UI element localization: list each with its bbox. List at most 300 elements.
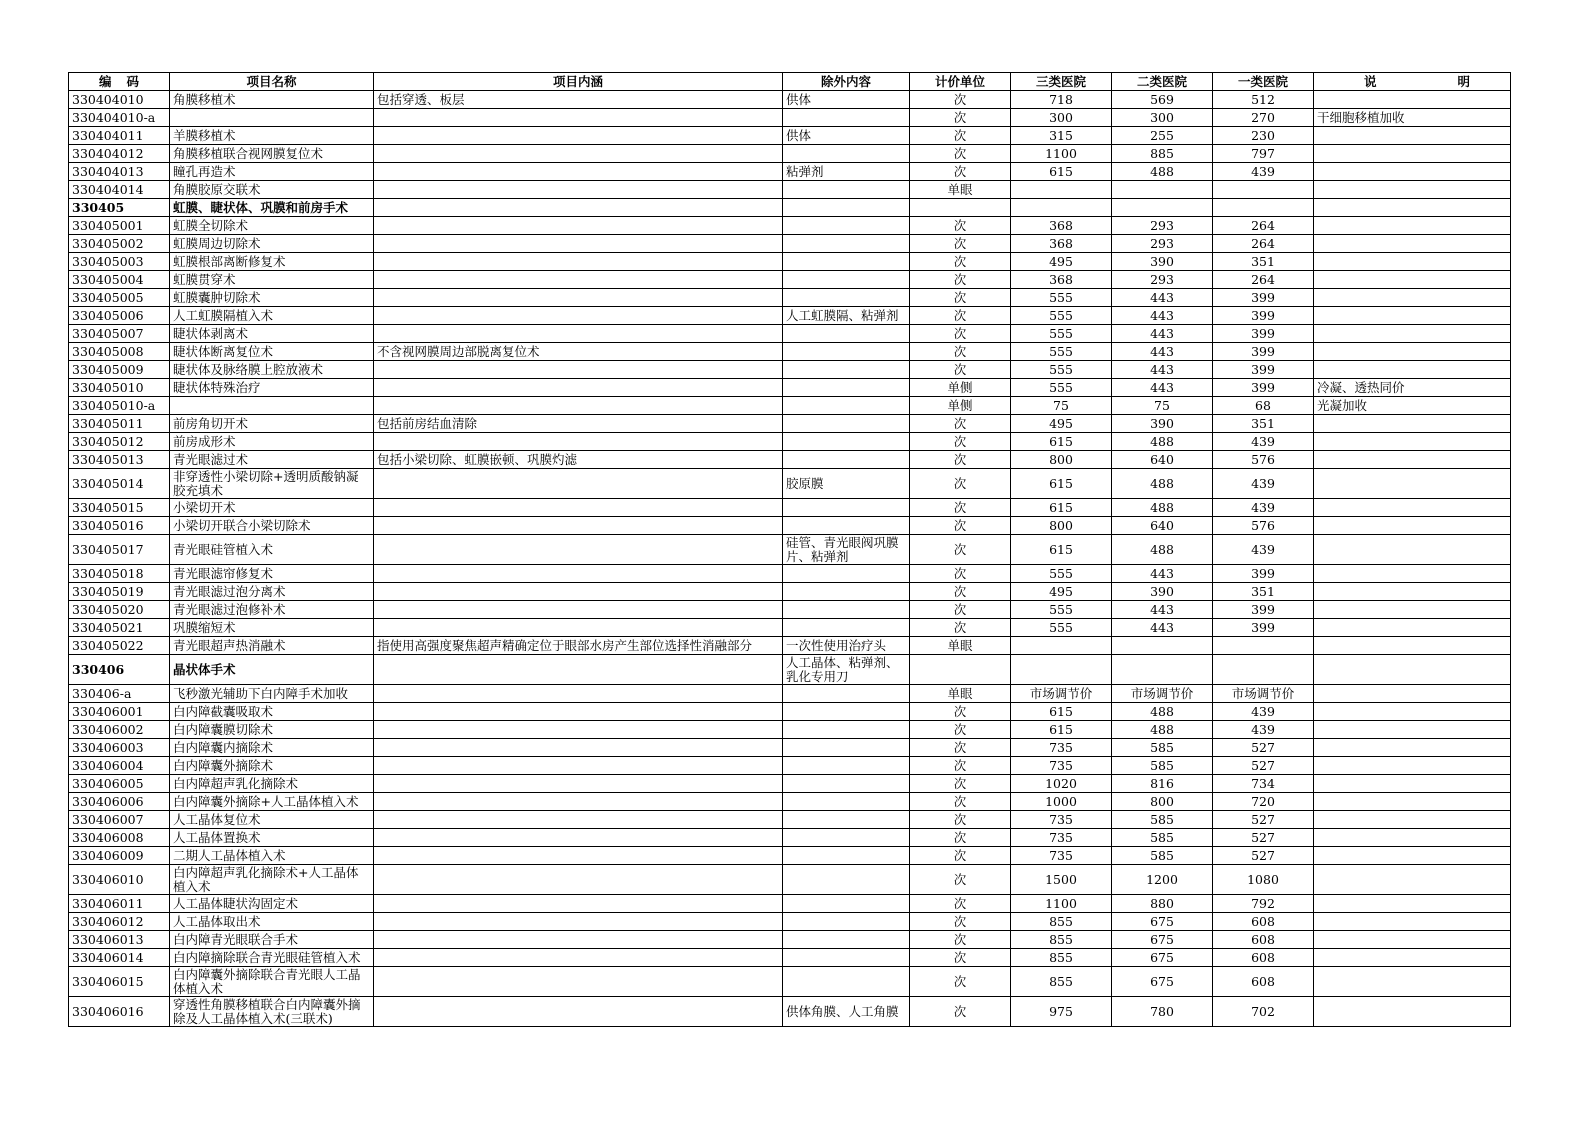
- cell-name: 小梁切开联合小梁切除术: [170, 517, 374, 535]
- cell-excluded: [783, 865, 910, 895]
- cell-code: 330406016: [69, 997, 170, 1027]
- cell-unit: 次: [910, 619, 1011, 637]
- cell-price-class3: 855: [1011, 913, 1112, 931]
- table-row: [69, 217, 1511, 235]
- cell-price-class1: 399: [1213, 601, 1314, 619]
- header-excluded: 除外内容: [783, 73, 910, 91]
- cell-unit: 次: [910, 601, 1011, 619]
- cell-note: [1314, 949, 1511, 967]
- cell-content: [374, 109, 783, 127]
- cell-price-class2: 293: [1112, 217, 1213, 235]
- cell-price-class3: 368: [1011, 271, 1112, 289]
- cell-price-class3: 1100: [1011, 145, 1112, 163]
- cell-unit: 次: [910, 949, 1011, 967]
- cell-note: [1314, 739, 1511, 757]
- table-row: [69, 637, 1511, 655]
- cell-excluded: [783, 289, 910, 307]
- cell-price-class1: 68: [1213, 397, 1314, 415]
- table-row: [69, 703, 1511, 721]
- cell-content: [374, 235, 783, 253]
- cell-code: 330405013: [69, 451, 170, 469]
- cell-content: [374, 619, 783, 637]
- cell-excluded: [783, 583, 910, 601]
- cell-excluded: [783, 109, 910, 127]
- cell-note: [1314, 163, 1511, 181]
- cell-name: 青光眼滤过术: [170, 451, 374, 469]
- cell-price-class3: 555: [1011, 619, 1112, 637]
- table-row: [69, 739, 1511, 757]
- table-row: [69, 379, 1511, 397]
- cell-price-class1: 608: [1213, 967, 1314, 997]
- cell-unit: 次: [910, 433, 1011, 451]
- cell-excluded: [783, 847, 910, 865]
- cell-content: [374, 361, 783, 379]
- cell-content: [374, 757, 783, 775]
- cell-note: [1314, 619, 1511, 637]
- cell-price-class2: [1112, 181, 1213, 199]
- cell-code: 330405005: [69, 289, 170, 307]
- cell-name: 小梁切开术: [170, 499, 374, 517]
- cell-price-class2: 488: [1112, 163, 1213, 181]
- cell-name: 青光眼滤帘修复术: [170, 565, 374, 583]
- cell-code: 330405017: [69, 535, 170, 565]
- cell-price-class2: 390: [1112, 583, 1213, 601]
- cell-code: 330406012: [69, 913, 170, 931]
- cell-price-class1: 399: [1213, 619, 1314, 637]
- cell-content: [374, 847, 783, 865]
- cell-price-class2: 675: [1112, 913, 1213, 931]
- cell-price-class2: 816: [1112, 775, 1213, 793]
- cell-price-class3: 555: [1011, 379, 1112, 397]
- cell-code: 330405016: [69, 517, 170, 535]
- cell-note: [1314, 775, 1511, 793]
- cell-content: [374, 307, 783, 325]
- cell-content: [374, 397, 783, 415]
- cell-content: [374, 811, 783, 829]
- header-row: [69, 73, 1511, 91]
- table-row: [69, 913, 1511, 931]
- cell-price-class2: 675: [1112, 967, 1213, 997]
- header-code: 编 码: [69, 73, 170, 91]
- cell-content: [374, 127, 783, 145]
- cell-price-class1: 399: [1213, 565, 1314, 583]
- cell-excluded: [783, 775, 910, 793]
- cell-price-class2: 443: [1112, 325, 1213, 343]
- cell-name: 白内障囊外摘除+人工晶体植入术: [170, 793, 374, 811]
- cell-note: 冷凝、透热同价: [1314, 379, 1511, 397]
- cell-excluded: 人工晶体、粘弹剂、乳化专用刀: [783, 655, 910, 685]
- cell-price-class3: 735: [1011, 757, 1112, 775]
- cell-unit: 次: [910, 109, 1011, 127]
- cell-price-class1: 702: [1213, 997, 1314, 1027]
- cell-name: 角膜移植联合视网膜复位术: [170, 145, 374, 163]
- table-row: [69, 619, 1511, 637]
- cell-price-class1: [1213, 655, 1314, 685]
- cell-price-class3: [1011, 199, 1112, 217]
- cell-unit: 次: [910, 829, 1011, 847]
- cell-unit: 次: [910, 271, 1011, 289]
- cell-unit: 次: [910, 895, 1011, 913]
- cell-price-class2: 255: [1112, 127, 1213, 145]
- table-row: [69, 865, 1511, 895]
- cell-name: 虹膜根部离断修复术: [170, 253, 374, 271]
- cell-price-class1: 608: [1213, 913, 1314, 931]
- cell-excluded: [783, 619, 910, 637]
- cell-price-class2: 390: [1112, 253, 1213, 271]
- cell-note: [1314, 565, 1511, 583]
- cell-note: [1314, 721, 1511, 739]
- cell-name: 睫状体剥离术: [170, 325, 374, 343]
- cell-note: [1314, 583, 1511, 601]
- cell-content: [374, 601, 783, 619]
- cell-excluded: 硅管、青光眼阀巩膜片、粘弹剂: [783, 535, 910, 565]
- table-row: [69, 127, 1511, 145]
- cell-name: 青光眼滤过泡分离术: [170, 583, 374, 601]
- cell-unit: 次: [910, 343, 1011, 361]
- price-sheet: [68, 72, 1510, 1027]
- table-row: [69, 895, 1511, 913]
- cell-code: 330405003: [69, 253, 170, 271]
- cell-note: [1314, 517, 1511, 535]
- cell-price-class1: 1080: [1213, 865, 1314, 895]
- cell-price-class2: 443: [1112, 307, 1213, 325]
- cell-code: 330406: [69, 655, 170, 685]
- cell-price-class3: 855: [1011, 967, 1112, 997]
- cell-price-class2: [1112, 199, 1213, 217]
- cell-price-class1: 608: [1213, 949, 1314, 967]
- cell-price-class1: 439: [1213, 433, 1314, 451]
- cell-content: [374, 145, 783, 163]
- cell-code: 330405015: [69, 499, 170, 517]
- cell-price-class1: 734: [1213, 775, 1314, 793]
- cell-price-class1: 439: [1213, 535, 1314, 565]
- cell-price-class1: 527: [1213, 811, 1314, 829]
- cell-price-class3: 495: [1011, 583, 1112, 601]
- cell-price-class3: 495: [1011, 415, 1112, 433]
- cell-note: [1314, 967, 1511, 997]
- cell-name: 二期人工晶体植入术: [170, 847, 374, 865]
- header-name: 项目名称: [170, 73, 374, 91]
- cell-note: [1314, 913, 1511, 931]
- cell-price-class3: 368: [1011, 235, 1112, 253]
- cell-price-class1: 399: [1213, 307, 1314, 325]
- cell-name: [170, 109, 374, 127]
- cell-excluded: [783, 811, 910, 829]
- cell-code: 330405010-a: [69, 397, 170, 415]
- cell-price-class1: 797: [1213, 145, 1314, 163]
- table-row: [69, 499, 1511, 517]
- cell-price-class2: 885: [1112, 145, 1213, 163]
- cell-excluded: [783, 181, 910, 199]
- cell-note: [1314, 601, 1511, 619]
- cell-code: 330404014: [69, 181, 170, 199]
- cell-note: [1314, 235, 1511, 253]
- header-unit: 计价单位: [910, 73, 1011, 91]
- cell-excluded: 人工虹膜隔、粘弹剂: [783, 307, 910, 325]
- table-row: [69, 181, 1511, 199]
- table-row: [69, 721, 1511, 739]
- cell-content: [374, 721, 783, 739]
- cell-name: 白内障截囊吸取术: [170, 703, 374, 721]
- cell-note: 干细胞移植加收: [1314, 109, 1511, 127]
- cell-code: 330406011: [69, 895, 170, 913]
- cell-price-class2: 640: [1112, 451, 1213, 469]
- cell-code: 330405011: [69, 415, 170, 433]
- cell-name: 虹膜周边切除术: [170, 235, 374, 253]
- cell-unit: 次: [910, 217, 1011, 235]
- cell-price-class3: 855: [1011, 931, 1112, 949]
- table-row: [69, 949, 1511, 967]
- cell-note: [1314, 253, 1511, 271]
- cell-excluded: [783, 793, 910, 811]
- cell-unit: 次: [910, 307, 1011, 325]
- cell-code: 330404011: [69, 127, 170, 145]
- cell-price-class1: 608: [1213, 931, 1314, 949]
- cell-unit: 次: [910, 811, 1011, 829]
- cell-price-class1: 264: [1213, 235, 1314, 253]
- cell-content: [374, 433, 783, 451]
- cell-excluded: [783, 739, 910, 757]
- cell-price-class2: 585: [1112, 757, 1213, 775]
- cell-code: 330405020: [69, 601, 170, 619]
- cell-price-class3: 735: [1011, 847, 1112, 865]
- cell-unit: 次: [910, 913, 1011, 931]
- cell-content: [374, 565, 783, 583]
- cell-excluded: [783, 703, 910, 721]
- table-row: [69, 397, 1511, 415]
- cell-name: 虹膜贯穿术: [170, 271, 374, 289]
- table-row: [69, 415, 1511, 433]
- cell-code: 330406001: [69, 703, 170, 721]
- cell-excluded: [783, 379, 910, 397]
- cell-note: [1314, 181, 1511, 199]
- cell-note: [1314, 499, 1511, 517]
- cell-unit: 次: [910, 469, 1011, 499]
- cell-price-class2: 1200: [1112, 865, 1213, 895]
- cell-price-class3: 555: [1011, 307, 1112, 325]
- cell-unit: 次: [910, 127, 1011, 145]
- cell-name: 角膜胶原交联术: [170, 181, 374, 199]
- table-row: [69, 811, 1511, 829]
- cell-unit: 次: [910, 451, 1011, 469]
- cell-unit: 次: [910, 739, 1011, 757]
- cell-price-class1: 351: [1213, 583, 1314, 601]
- cell-content: 包括小梁切除、虹膜嵌顿、巩膜灼滤: [374, 451, 783, 469]
- cell-note: [1314, 655, 1511, 685]
- cell-name: [170, 397, 374, 415]
- cell-name: 白内障青光眼联合手术: [170, 931, 374, 949]
- cell-price-class2: 880: [1112, 895, 1213, 913]
- cell-unit: 次: [910, 865, 1011, 895]
- cell-price-class3: [1011, 637, 1112, 655]
- table-row: [69, 847, 1511, 865]
- cell-excluded: [783, 565, 910, 583]
- cell-price-class3: 615: [1011, 535, 1112, 565]
- cell-note: [1314, 703, 1511, 721]
- cell-code: 330406005: [69, 775, 170, 793]
- cell-excluded: [783, 931, 910, 949]
- cell-price-class2: 443: [1112, 361, 1213, 379]
- cell-content: [374, 685, 783, 703]
- cell-price-class1: 576: [1213, 517, 1314, 535]
- cell-price-class3: 735: [1011, 829, 1112, 847]
- cell-code: 330404013: [69, 163, 170, 181]
- cell-price-class1: 439: [1213, 469, 1314, 499]
- cell-excluded: [783, 601, 910, 619]
- cell-name: 青光眼硅管植入术: [170, 535, 374, 565]
- cell-code: 330405008: [69, 343, 170, 361]
- cell-price-class2: 640: [1112, 517, 1213, 535]
- cell-note: [1314, 997, 1511, 1027]
- cell-price-class2: 75: [1112, 397, 1213, 415]
- cell-price-class3: 735: [1011, 811, 1112, 829]
- cell-price-class2: 585: [1112, 847, 1213, 865]
- cell-excluded: [783, 415, 910, 433]
- cell-code: 330406002: [69, 721, 170, 739]
- cell-note: [1314, 271, 1511, 289]
- cell-price-class2: 市场调节价: [1112, 685, 1213, 703]
- table-row: [69, 775, 1511, 793]
- cell-note: [1314, 829, 1511, 847]
- cell-excluded: [783, 949, 910, 967]
- table-row: [69, 235, 1511, 253]
- cell-unit: 次: [910, 361, 1011, 379]
- cell-price-class3: 555: [1011, 289, 1112, 307]
- table-row: [69, 289, 1511, 307]
- cell-note: 光凝加收: [1314, 397, 1511, 415]
- cell-name: 晶状体手术: [170, 655, 374, 685]
- cell-unit: 次: [910, 757, 1011, 775]
- cell-name: 虹膜全切除术: [170, 217, 374, 235]
- cell-content: 指使用高强度聚焦超声精确定位于眼部水房产生部位选择性消融部分: [374, 637, 783, 655]
- cell-price-class3: 300: [1011, 109, 1112, 127]
- cell-excluded: 一次性使用治疗头: [783, 637, 910, 655]
- cell-excluded: [783, 217, 910, 235]
- cell-price-class2: 585: [1112, 811, 1213, 829]
- cell-content: 不含视网膜周边部脱离复位术: [374, 343, 783, 361]
- cell-code: 330405019: [69, 583, 170, 601]
- cell-unit: 次: [910, 775, 1011, 793]
- cell-unit: 次: [910, 565, 1011, 583]
- header-content: 项目内涵: [374, 73, 783, 91]
- cell-unit: 次: [910, 145, 1011, 163]
- cell-content: [374, 289, 783, 307]
- cell-price-class1: 399: [1213, 289, 1314, 307]
- cell-excluded: 供体: [783, 91, 910, 109]
- cell-content: [374, 913, 783, 931]
- cell-code: 330404012: [69, 145, 170, 163]
- table-row: [69, 793, 1511, 811]
- cell-price-class2: 488: [1112, 703, 1213, 721]
- cell-price-class3: 1500: [1011, 865, 1112, 895]
- cell-content: [374, 535, 783, 565]
- cell-unit: 次: [910, 517, 1011, 535]
- cell-code: 330406003: [69, 739, 170, 757]
- cell-content: [374, 739, 783, 757]
- cell-content: [374, 181, 783, 199]
- cell-name: 白内障超声乳化摘除术+人工晶体植入术: [170, 865, 374, 895]
- header-class2: 二类医院: [1112, 73, 1213, 91]
- cell-price-class3: 1100: [1011, 895, 1112, 913]
- table-row: [69, 145, 1511, 163]
- cell-name: 巩膜缩短术: [170, 619, 374, 637]
- cell-note: [1314, 535, 1511, 565]
- cell-price-class1: 264: [1213, 217, 1314, 235]
- cell-price-class2: 585: [1112, 739, 1213, 757]
- cell-name: 白内障摘除联合青光眼硅管植入术: [170, 949, 374, 967]
- cell-name: 羊膜移植术: [170, 127, 374, 145]
- cell-price-class2: 488: [1112, 721, 1213, 739]
- cell-price-class1: 792: [1213, 895, 1314, 913]
- cell-code: 330405021: [69, 619, 170, 637]
- cell-price-class1: 527: [1213, 829, 1314, 847]
- cell-note: [1314, 199, 1511, 217]
- cell-note: [1314, 793, 1511, 811]
- header-class1: 一类医院: [1213, 73, 1314, 91]
- cell-name: 人工晶体睫状沟固定术: [170, 895, 374, 913]
- price-table: [68, 72, 1511, 1027]
- cell-name: 穿透性角膜移植联合白内障囊外摘除及人工晶体植入术(三联术): [170, 997, 374, 1027]
- cell-content: [374, 703, 783, 721]
- cell-unit: 次: [910, 499, 1011, 517]
- cell-price-class3: [1011, 181, 1112, 199]
- table-row: [69, 535, 1511, 565]
- cell-note: [1314, 91, 1511, 109]
- cell-content: [374, 829, 783, 847]
- cell-note: [1314, 931, 1511, 949]
- table-row: [69, 199, 1511, 217]
- cell-content: [374, 865, 783, 895]
- cell-code: 330406014: [69, 949, 170, 967]
- cell-price-class2: 443: [1112, 379, 1213, 397]
- cell-price-class2: 675: [1112, 949, 1213, 967]
- table-row: [69, 565, 1511, 583]
- cell-note: [1314, 811, 1511, 829]
- cell-price-class1: 399: [1213, 325, 1314, 343]
- table-row: [69, 433, 1511, 451]
- cell-name: 睫状体及脉络膜上腔放液术: [170, 361, 374, 379]
- cell-price-class1: 230: [1213, 127, 1314, 145]
- cell-unit: 次: [910, 793, 1011, 811]
- cell-excluded: [783, 685, 910, 703]
- cell-excluded: [783, 721, 910, 739]
- cell-name: 人工晶体复位术: [170, 811, 374, 829]
- cell-price-class1: 439: [1213, 721, 1314, 739]
- cell-note: [1314, 307, 1511, 325]
- cell-excluded: [783, 913, 910, 931]
- cell-note: [1314, 127, 1511, 145]
- cell-content: [374, 775, 783, 793]
- cell-excluded: [783, 757, 910, 775]
- table-body: [69, 91, 1511, 1027]
- cell-price-class1: 439: [1213, 499, 1314, 517]
- cell-content: [374, 793, 783, 811]
- cell-price-class3: 555: [1011, 361, 1112, 379]
- cell-content: [374, 949, 783, 967]
- cell-excluded: 胶原膜: [783, 469, 910, 499]
- cell-note: [1314, 343, 1511, 361]
- cell-code: 330406013: [69, 931, 170, 949]
- cell-unit: 次: [910, 253, 1011, 271]
- cell-code: 330405014: [69, 469, 170, 499]
- cell-price-class2: 488: [1112, 535, 1213, 565]
- cell-content: [374, 325, 783, 343]
- cell-note: [1314, 847, 1511, 865]
- cell-content: 包括穿透、板层: [374, 91, 783, 109]
- cell-content: 包括前房结血清除: [374, 415, 783, 433]
- cell-price-class2: 585: [1112, 829, 1213, 847]
- cell-price-class3: 1000: [1011, 793, 1112, 811]
